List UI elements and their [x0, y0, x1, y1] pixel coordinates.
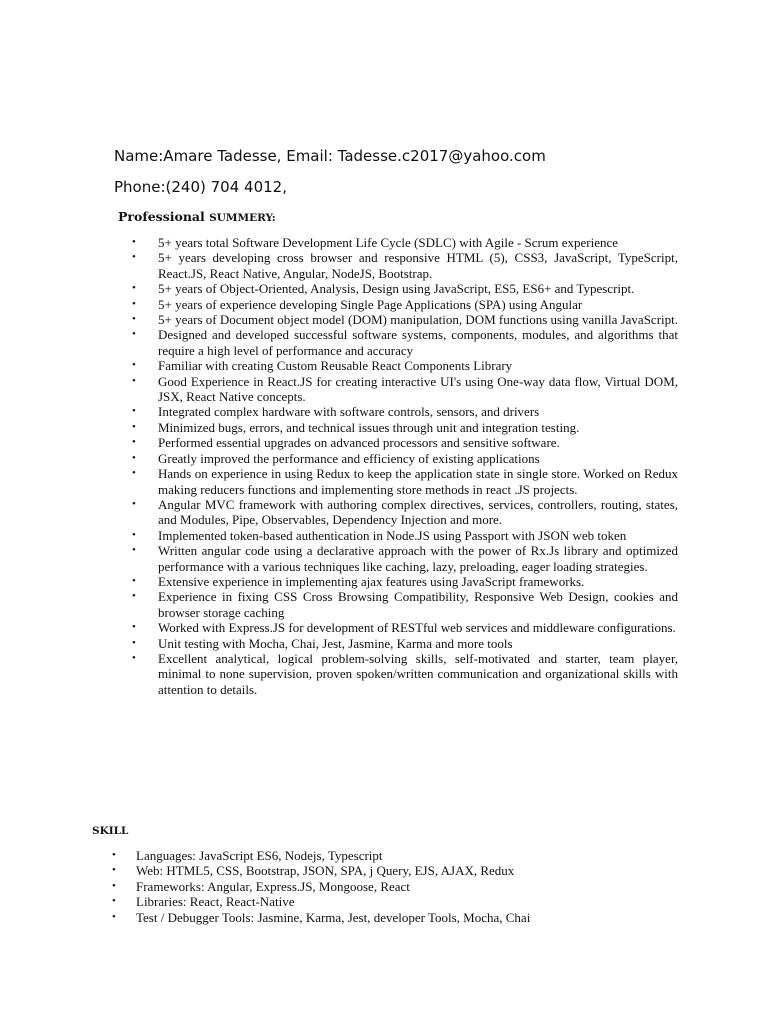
bullet-icon: • — [132, 651, 136, 664]
summary-heading-caps: SUMMERY: — [209, 212, 276, 224]
summary-heading-word: Professional — [118, 209, 205, 224]
bullet-icon: • — [132, 328, 136, 341]
skill-item — [112, 894, 652, 909]
summary-item: • Unit testing with Mocha, Chai, Jest, Jasmine, Karma and more tools — [132, 635, 513, 651]
bullet-icon: • — [132, 544, 136, 557]
summary-item: • 5+ years developing cross browser and responsive HTML (5), CSS3, JavaScript, TypeScript, React.JS, React Native, Angular, NodeJS, Bootstrap. — [132, 250, 678, 281]
bullet-icon: • — [132, 636, 136, 649]
summary-item: • Implemented token-based authentication in Node.JS using Passport with JSON web token — [132, 527, 627, 543]
summary-item: • 5+ years total Software Development Life Cycle (SDLC) with Agile - Scrum experience — [132, 235, 619, 250]
name-email-line: Name:Amare Tadesse, Email: Tadesse.c2017@yahoo.com — [114, 147, 546, 165]
summary-item: • Experience in fixing CSS Cross Browsing Compatibility, Responsive Web Design, cookies and browser storage caching — [132, 589, 678, 620]
summary-item: • Designed and developed successful software systems, components, modules, and algorithms that require a high level of performance and accuracy — [132, 327, 678, 358]
skill-value: React, React-Native — [189, 894, 295, 910]
bullet-icon: • — [132, 528, 136, 541]
bullet-icon: • — [132, 621, 136, 634]
summary-item: • Excellent analytical, logical problem-solving skills, self-motivated and starter, team player, minimal to none supervision, proven spoken/written communication and organizational skills with attention to details. — [132, 650, 678, 697]
summary-item: • Extensive experience in implementing ajax features using JavaScript frameworks. — [132, 573, 585, 589]
bullet-icon: • — [132, 297, 136, 310]
summary-item: • 5+ years of Object-Oriented, Analysis, Design using JavaScript, ES5, ES6+ and Typescript. — [132, 281, 635, 297]
bullet-icon: • — [112, 849, 116, 861]
bullet-icon: • — [132, 282, 136, 295]
phone-line: Phone:(240) 704 4012, — [114, 178, 287, 196]
skill-label: Frameworks: — [136, 878, 205, 894]
summary-item: • Integrated complex hardware with software controls, sensors, and drivers — [132, 404, 540, 420]
bullet-icon: • — [132, 451, 136, 464]
summary-item: • Angular MVC framework with authoring complex directives, services, controllers, routing, states, and Modules, Pipe, Observables, Dependency Injection and more. — [132, 496, 678, 528]
summary-item: • Greatly improved the performance and efficiency of existing applications — [132, 450, 540, 466]
summary-item: • Performed essential upgrades on advanced processors and sensitive software. — [132, 435, 560, 451]
bullet-icon: • — [132, 436, 136, 449]
skill-value: HTML5, CSS, Bootstrap, JSON, SPA, j Query, EJS, AJAX, Redux — [166, 863, 515, 879]
summary-item: • Familiar with creating Custom Reusable React Components Library — [132, 358, 513, 374]
skill-label: Libraries: — [136, 894, 187, 910]
bullet-icon: • — [132, 420, 136, 433]
bullet-icon: • — [132, 374, 136, 387]
summary-item: • Written angular code using a declarative approach with the power of Rx.Js library and optimized performance with a various techniques like caching, lazy, preloading, eager loading strategies. — [132, 543, 678, 574]
bullet-icon: • — [112, 879, 116, 892]
bullet-icon: • — [132, 467, 136, 480]
skill-item — [112, 910, 652, 925]
skill-item — [112, 863, 652, 878]
skill-label: Test / Debugger Tools: — [136, 909, 255, 925]
skill-value: JavaScript ES6, Nodejs, Typescript — [199, 848, 383, 863]
bullet-icon: • — [132, 313, 136, 326]
bullet-icon: • — [132, 236, 136, 248]
summary-heading — [118, 209, 276, 224]
skill-value: Jasmine, Karma, Jest, developer Tools, Mocha, Chai — [257, 909, 531, 925]
bullet-icon: • — [132, 251, 136, 264]
skill-item — [112, 848, 652, 863]
summary-item: • 5+ years of experience developing Single Page Applications (SPA) using Angular — [132, 296, 583, 312]
bullet-icon: • — [132, 497, 136, 510]
summary-list — [132, 235, 678, 697]
summary-item: • Hands on experience in using Redux to keep the application state in single store. Worked on Redux making reducers functions and implementing store methods in react .JS projects. — [132, 466, 678, 497]
skill-value: Angular, Express.JS, Mongoose, React — [207, 878, 410, 894]
skill-label: Languages: — [136, 848, 196, 863]
skills-list — [112, 848, 652, 925]
skill-label: Web: — [136, 863, 164, 879]
bullet-icon: • — [112, 910, 116, 923]
skill-heading: SKILL — [92, 825, 129, 837]
skill-item — [112, 879, 652, 894]
bullet-icon: • — [112, 864, 116, 877]
bullet-icon: • — [132, 590, 136, 603]
bullet-icon: • — [112, 895, 116, 908]
summary-item: • 5+ years of Document object model (DOM) manipulation, DOM functions using vanilla JavaScript. — [132, 312, 679, 328]
summary-item: • Minimized bugs, errors, and technical issues through unit and integration testing. — [132, 419, 580, 435]
bullet-icon: • — [132, 574, 136, 587]
summary-item: • Good Experience in React.JS for creating interactive UI's using One-way data flow, Virtual DOM, JSX, React Native concepts. — [132, 373, 678, 405]
summary-item: • Worked with Express.JS for development of RESTful web services and middleware configurations. — [132, 620, 676, 636]
bullet-icon: • — [132, 405, 136, 418]
bullet-icon: • — [132, 359, 136, 372]
